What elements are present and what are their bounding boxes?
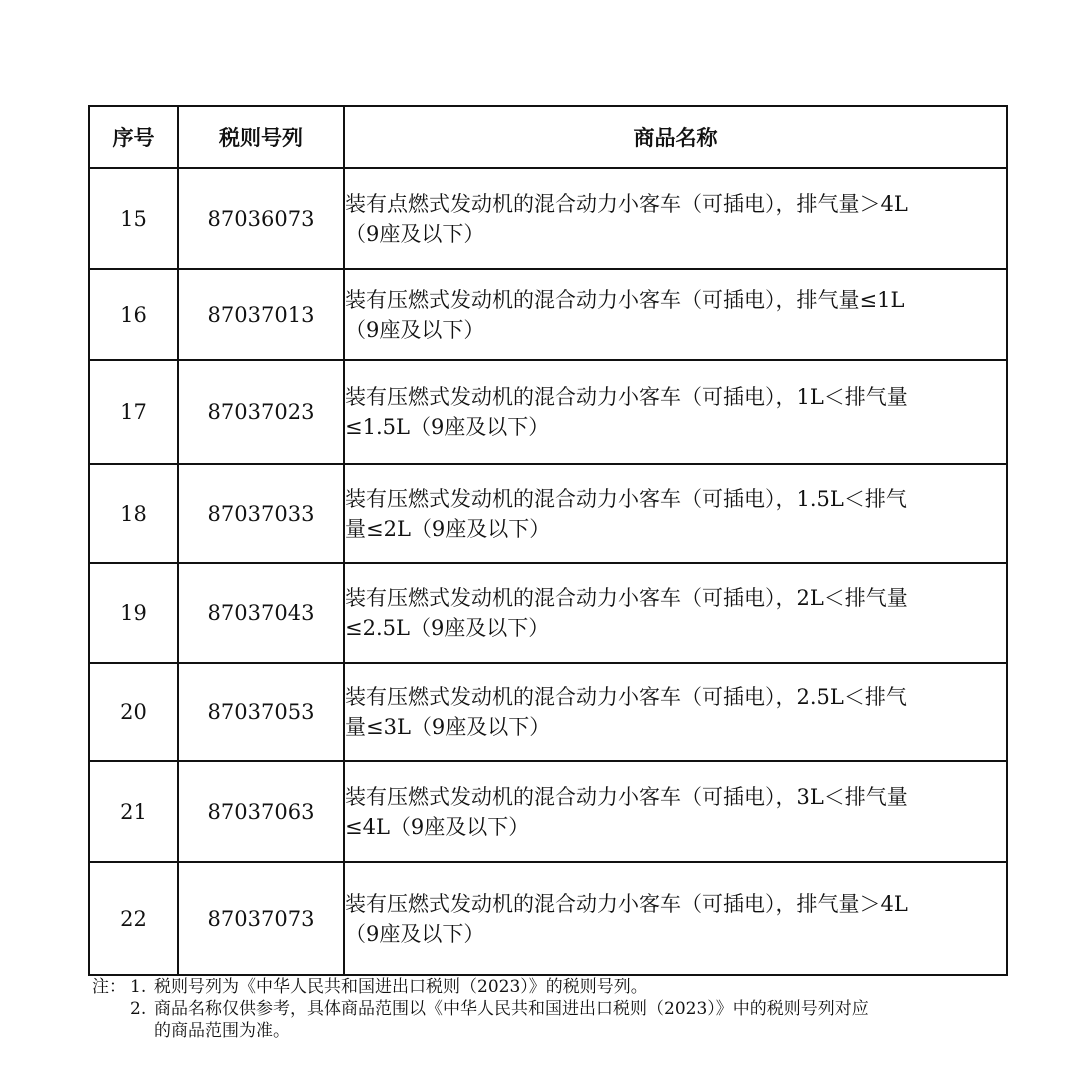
row-name-line2: （9座及以下）	[345, 221, 485, 246]
row-name	[344, 663, 1007, 761]
row-name-line1: 装有压燃式发动机的混合动力小客车（可插电），2L＜排气量	[345, 586, 908, 610]
row-code: 87037063	[178, 761, 344, 862]
row-name	[344, 360, 1007, 464]
row-name-line1: 装有点燃式发动机的混合动力小客车（可插电），排气量＞4L	[345, 191, 908, 216]
table-row	[89, 563, 1007, 663]
row-name-line2: ≤2.5L（9座及以下）	[345, 616, 550, 640]
row-name-line1: 装有压燃式发动机的混合动力小客车（可插电），3L＜排气量	[345, 784, 908, 809]
note-item	[92, 976, 1012, 998]
row-seq: 20	[89, 663, 178, 761]
row-name	[344, 464, 1007, 563]
row-name-line2: ≤1.5L（9座及以下）	[345, 415, 550, 439]
row-seq: 21	[89, 761, 178, 862]
table-row	[89, 360, 1007, 464]
row-name-line2: （9座及以下）	[345, 317, 485, 342]
table-row	[89, 168, 1007, 269]
row-seq: 15	[89, 168, 178, 269]
table-row	[89, 663, 1007, 761]
note-number: 1.	[130, 977, 147, 997]
note-prefix: 注：	[92, 977, 126, 997]
note-number: 2.	[130, 999, 147, 1019]
table-row	[89, 464, 1007, 563]
row-seq: 17	[89, 360, 178, 464]
tariff-table	[88, 105, 1008, 976]
notes-section	[92, 976, 1012, 1042]
row-code: 87037013	[178, 269, 344, 360]
row-name	[344, 862, 1007, 975]
row-name	[344, 761, 1007, 862]
table-row	[89, 269, 1007, 360]
row-name-line2: 量≤3L（9座及以下）	[345, 715, 551, 739]
table-row	[89, 862, 1007, 975]
note-text: 商品名称仅供参考，具体商品范围以《中华人民共和国进出口税则（2023）》中的税则号列对应	[154, 999, 869, 1019]
note-item	[92, 998, 1012, 1020]
row-name-line1: 装有压燃式发动机的混合动力小客车（可插电），2.5L＜排气	[345, 685, 907, 709]
row-name-line1: 装有压燃式发动机的混合动力小客车（可插电），1L＜排气量	[345, 385, 908, 409]
row-name-line1: 装有压燃式发动机的混合动力小客车（可插电），排气量＞4L	[345, 891, 908, 916]
note-text-continued: 的商品范围为准。	[154, 1021, 290, 1041]
header-code: 税则号列	[178, 106, 344, 168]
note-item-continuation	[92, 1020, 1012, 1042]
row-name-line2: （9座及以下）	[345, 921, 485, 946]
row-code: 87037053	[178, 663, 344, 761]
row-name-line1: 装有压燃式发动机的混合动力小客车（可插电），1.5L＜排气	[345, 486, 907, 511]
row-name	[344, 563, 1007, 663]
row-seq: 16	[89, 269, 178, 360]
row-code: 87037033	[178, 464, 344, 563]
row-name	[344, 168, 1007, 269]
note-text: 税则号列为《中华人民共和国进出口税则（2023）》的税则号列。	[154, 977, 648, 997]
row-code: 87037073	[178, 862, 344, 975]
table-header-row	[89, 106, 1007, 168]
row-name-line2: 量≤2L（9座及以下）	[345, 516, 551, 541]
row-seq: 18	[89, 464, 178, 563]
row-seq: 19	[89, 563, 178, 663]
table-row	[89, 761, 1007, 862]
row-code: 87036073	[178, 168, 344, 269]
row-name-line2: ≤4L（9座及以下）	[345, 814, 530, 839]
row-code: 87037023	[178, 360, 344, 464]
row-name	[344, 269, 1007, 360]
header-name: 商品名称	[344, 106, 1007, 168]
row-name-line1: 装有压燃式发动机的混合动力小客车（可插电），排气量≤1L	[345, 287, 905, 312]
header-seq: 序号	[89, 106, 178, 168]
row-code: 87037043	[178, 563, 344, 663]
row-seq: 22	[89, 862, 178, 975]
